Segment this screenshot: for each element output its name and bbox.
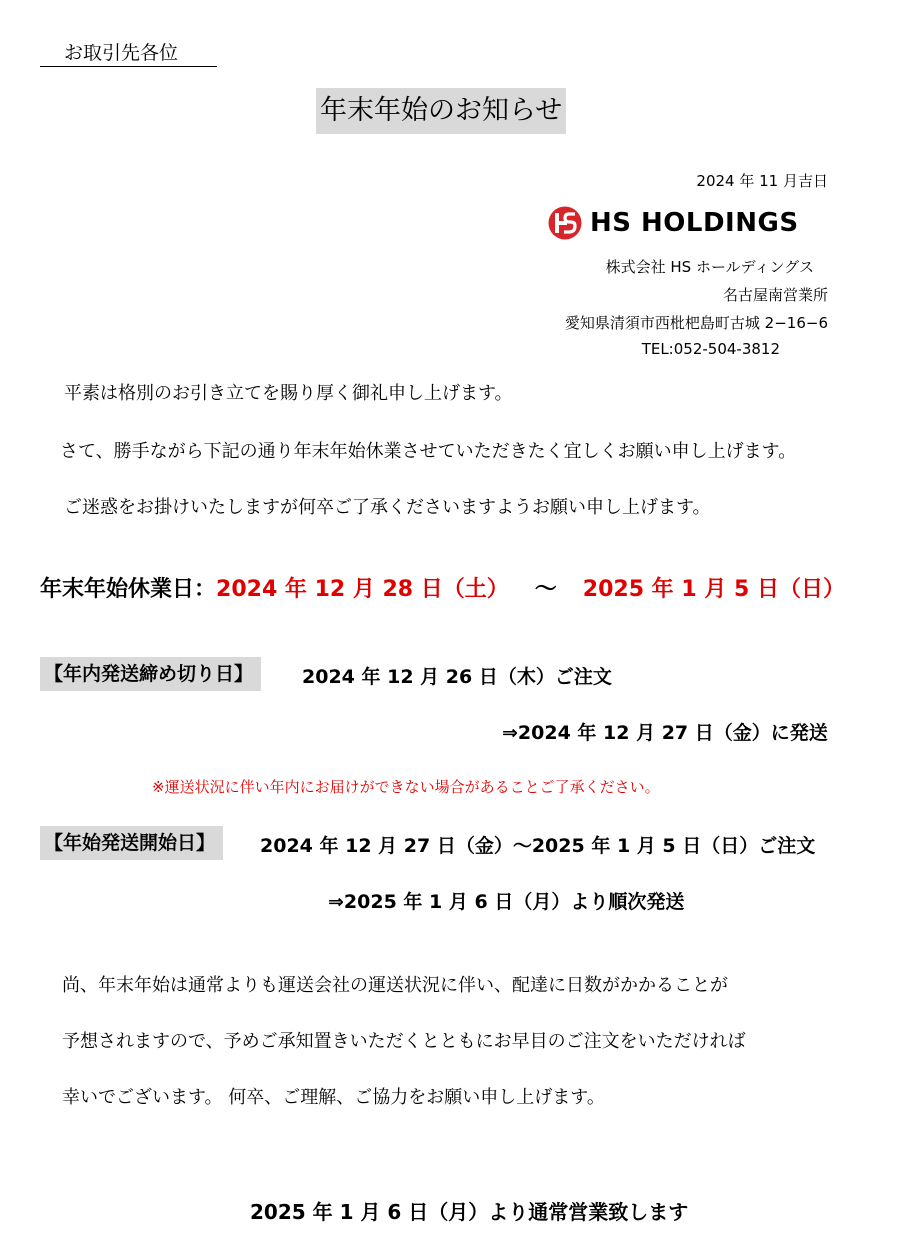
- body-line-2: さて、勝手ながら下記の通り年末年始休業させていただきたく宜しくお願い申し上げます。: [60, 441, 797, 462]
- body-line-1: 平素は格別のお引き立てを賜り厚く御礼申し上げます。: [64, 383, 513, 404]
- sender-address: 愛知県清須市西枇杷島町古城 2−16−6: [564, 314, 828, 332]
- delivery-note: ※運送状況に伴い年内にお届けができない場合があることご了承ください。: [152, 778, 660, 796]
- resume-notice: 2025 年 1 月 6 日（月）より通常営業致します: [250, 1200, 689, 1224]
- shipping-cutoff-ship: ⇒2024 年 12 月 27 日（金）に発送: [502, 722, 828, 744]
- logo-text: HS HOLDINGS: [590, 208, 799, 238]
- holiday-tilde: ～: [534, 577, 557, 602]
- holiday-period: [40, 572, 845, 603]
- hs-logo-mark-icon: [548, 206, 582, 240]
- body-line-3: ご迷惑をお掛けいたしますが何卒ご了承くださいますようお願い申し上げます。: [64, 497, 711, 518]
- holiday-start: 2024 年 12 月 28 日（土）: [216, 577, 509, 602]
- sender-tel: TEL:052-504-3812: [641, 340, 780, 358]
- holiday-label: 年末年始休業日：: [40, 577, 217, 602]
- page-title: 年末年始のお知らせ: [316, 88, 566, 134]
- closing-line-2: 予想されますので、予めご承知置きいただくとともにお早目のご注文をいただければ: [62, 1031, 746, 1052]
- sender-company: 株式会社 HS ホールディングス: [605, 258, 814, 276]
- shipping-start-order: 2024 年 12 月 27 日（金）～2025 年 1 月 5 日（日）ご注文: [260, 835, 816, 857]
- shipping-start-ship: ⇒2025 年 1 月 6 日（月）より順次発送: [328, 891, 685, 913]
- shipping-cutoff-tag: 【年内発送締め切り日】: [40, 657, 261, 691]
- sender-office: 名古屋南営業所: [722, 286, 828, 304]
- issue-date: 2024 年 11 月吉日: [696, 172, 828, 190]
- holiday-end: 2025 年 1 月 5 日（日）: [582, 577, 845, 602]
- shipping-cutoff-order: 2024 年 12 月 26 日（木）ご注文: [302, 666, 612, 688]
- addressee: お取引先各位: [40, 40, 217, 67]
- closing-line-3: 幸いでございます。 何卒、ご理解、ご協力をお願い申し上げます。: [62, 1087, 605, 1108]
- company-logo: [548, 205, 799, 241]
- closing-line-1: 尚、年末年始は通常よりも運送会社の運送状況に伴い、配達に日数がかかることが: [62, 975, 728, 996]
- shipping-start-tag: 【年始発送開始日】: [40, 826, 223, 860]
